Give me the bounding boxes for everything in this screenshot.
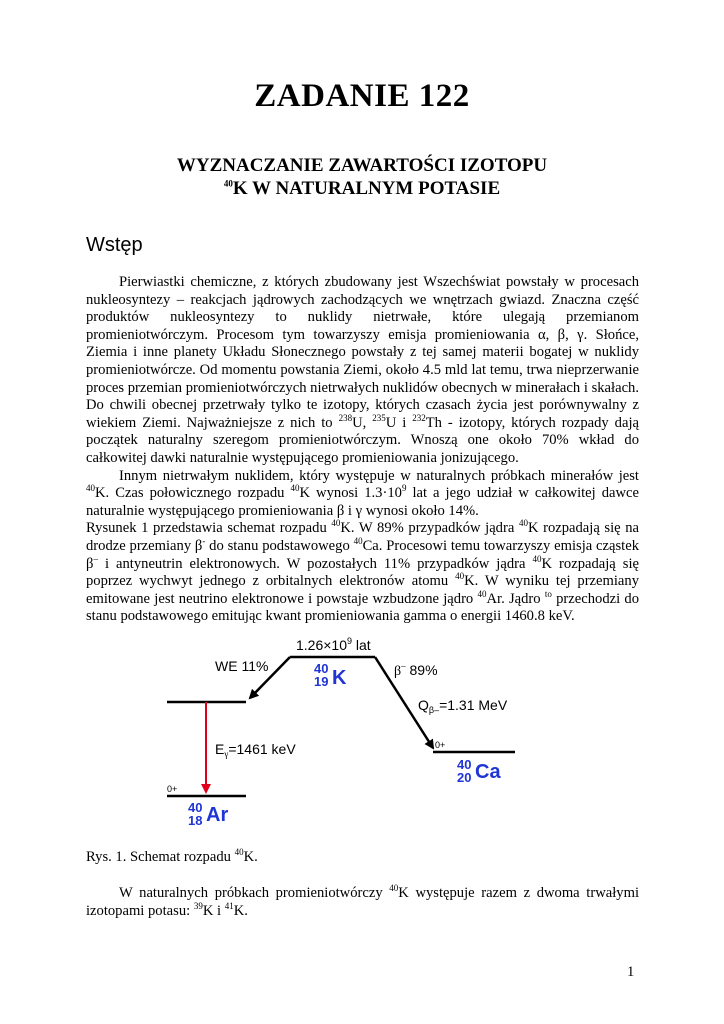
text-run: Ar. Jądro [486,590,545,607]
spin-parity-ca: 0+ [435,740,446,750]
ar40-symbol: Ar [206,804,229,826]
superscript: 40 [353,536,363,547]
ca40-symbol: Ca [475,761,501,783]
text-run: K. W wyniku tej przemiany emitowane jest neutrino elektronowe i powstaje wzbudzone jądro [86,573,639,607]
text-run: Rysunek 1 przedstawia schemat rozpadu [86,520,332,537]
superscript: 235 [372,412,386,423]
superscript: 40 [234,847,244,858]
text-run: do stanu podstawowego [205,537,354,554]
spin-parity-ar: 0+ [167,784,178,794]
superscript: 40 [518,518,528,529]
superscript: 40 [389,883,399,894]
text-run: i antyneutrin elektronowych. W pozostałych 11% przypadków jądra [97,555,533,572]
superscript: 40 [86,483,95,494]
q-value-label: $Q_{\beta-}=1.31$ MeV [418,697,508,715]
superscript: 40 [223,178,233,189]
text-run: lat a jego udział w całkowitej dawce naturalnie występującego promieniowania β i γ wynosi około 14%. [86,485,639,519]
text-run: Ca. Procesowi temu towarzyszy emisja cząstek β [86,537,639,572]
superscript: 9 [401,483,407,494]
beta-minus-label: β– 89% [394,661,438,679]
superscript: to [544,588,552,599]
superscript: 232 [412,412,426,423]
superscript: 40 [455,571,465,582]
text-run: przechodzi do stanu podstawowego emitując kwant promieniowania gamma o energii 1460.8 keV. [86,590,639,625]
superscript: 41 [224,901,234,912]
k40-mass-number: 40 [314,661,329,676]
text-run: Pierwiastki chemiczne, z których zbudowany jest Wszechświat powstały w procesach nukleosyntezy – reakcjach jądrowych zachodzących we wnętrzach gwiazd. Znaczna część produktów nukleosyntezy to nuklidy nietrwałe, które ulegają przemianom promieniotwórczym. Procesom tym towarzyszy emisja promieniowania α, β, γ. Słońce, Ziemia i inne planety Układu Słonecznego powstały z tej samej materii bogatej w nuklidy promieniotwórcze. Od momentu powstania Ziemi, około 4.5 mld lat temu, trwa nieprzerwanie proces przemian promieniotwórczych nietrwałych nuklidów obecnych w minerałach i skałach. Do chwili obecnej przetrwały tylko te izotopy, których czasach życia jest porównywalny z wiekiem Ziemi. Najważniejsze z nich to [86,274,639,431]
text-run: K rozpadają się na drodze przemiany β [86,520,640,554]
ca40-atomic-number: 20 [457,770,472,785]
ar40-atomic-number: 18 [188,813,203,828]
text-run: Rys. 1. Schemat rozpadu [86,849,235,865]
k40-symbol: K [332,667,347,689]
k40-atomic-number: 19 [314,674,329,689]
subtitle-text: K W NATURALNYM POTASIE [232,178,501,199]
paragraph-4 [86,884,639,920]
ar40-mass-number: 40 [188,800,203,815]
superscript: - [202,536,206,547]
electron-capture-label: WE 11% [215,658,269,674]
text-run: W naturalnych próbkach promieniotwórczy [119,885,390,901]
page-number: 1 [627,964,635,980]
half-life-label: $1.26\times 10^9$ lat [296,636,371,653]
text-run: K. W 89% przypadków jądra [340,520,519,537]
ca40-mass-number: 40 [457,757,472,772]
subtitle-line-1: WYZNACZANIE ZAWARTOŚCI IZOTOPU [176,155,548,176]
text-run: K rozpadają się poprzez wychwyt jednego z orbitalnych elektronów atomu [86,555,640,590]
text-run: K występuje razem z dwoma trwałymi izotopami potasu: [86,885,639,919]
text-run: K. Czas połowicznego rozpadu [95,485,291,502]
page-title: ZADANIE 122 [254,78,470,114]
text-run: U i [385,414,413,431]
figure-caption [86,849,258,866]
superscript: 39 [193,901,203,912]
superscript: 40 [331,518,341,529]
text-run: U, [352,414,373,431]
text-run: K. [233,903,248,919]
superscript: – [93,553,98,564]
superscript: 40 [477,588,487,599]
superscript: 40 [532,553,542,564]
gamma-energy-label: $E_\gamma=1461$ keV [215,741,296,759]
text-run: Th - izotopy, których rozpady dają początek naturalny szeregom promieniotwórczym. Wnoszą one około 70% wkład do całkowitej dawki naturalnie występującego promieniowania jonizującego. [86,414,639,466]
text-run: Innym nietrwałym nuklidem, który występuje w naturalnych próbkach minerałów jest [119,467,639,484]
text-run: K. [243,849,258,865]
superscript: 40 [290,483,300,494]
text-run: K i [202,903,225,919]
section-heading: Wstęp [86,234,143,256]
superscript: 238 [338,412,353,423]
text-run: K wynosi 1.3·10 [299,485,402,502]
